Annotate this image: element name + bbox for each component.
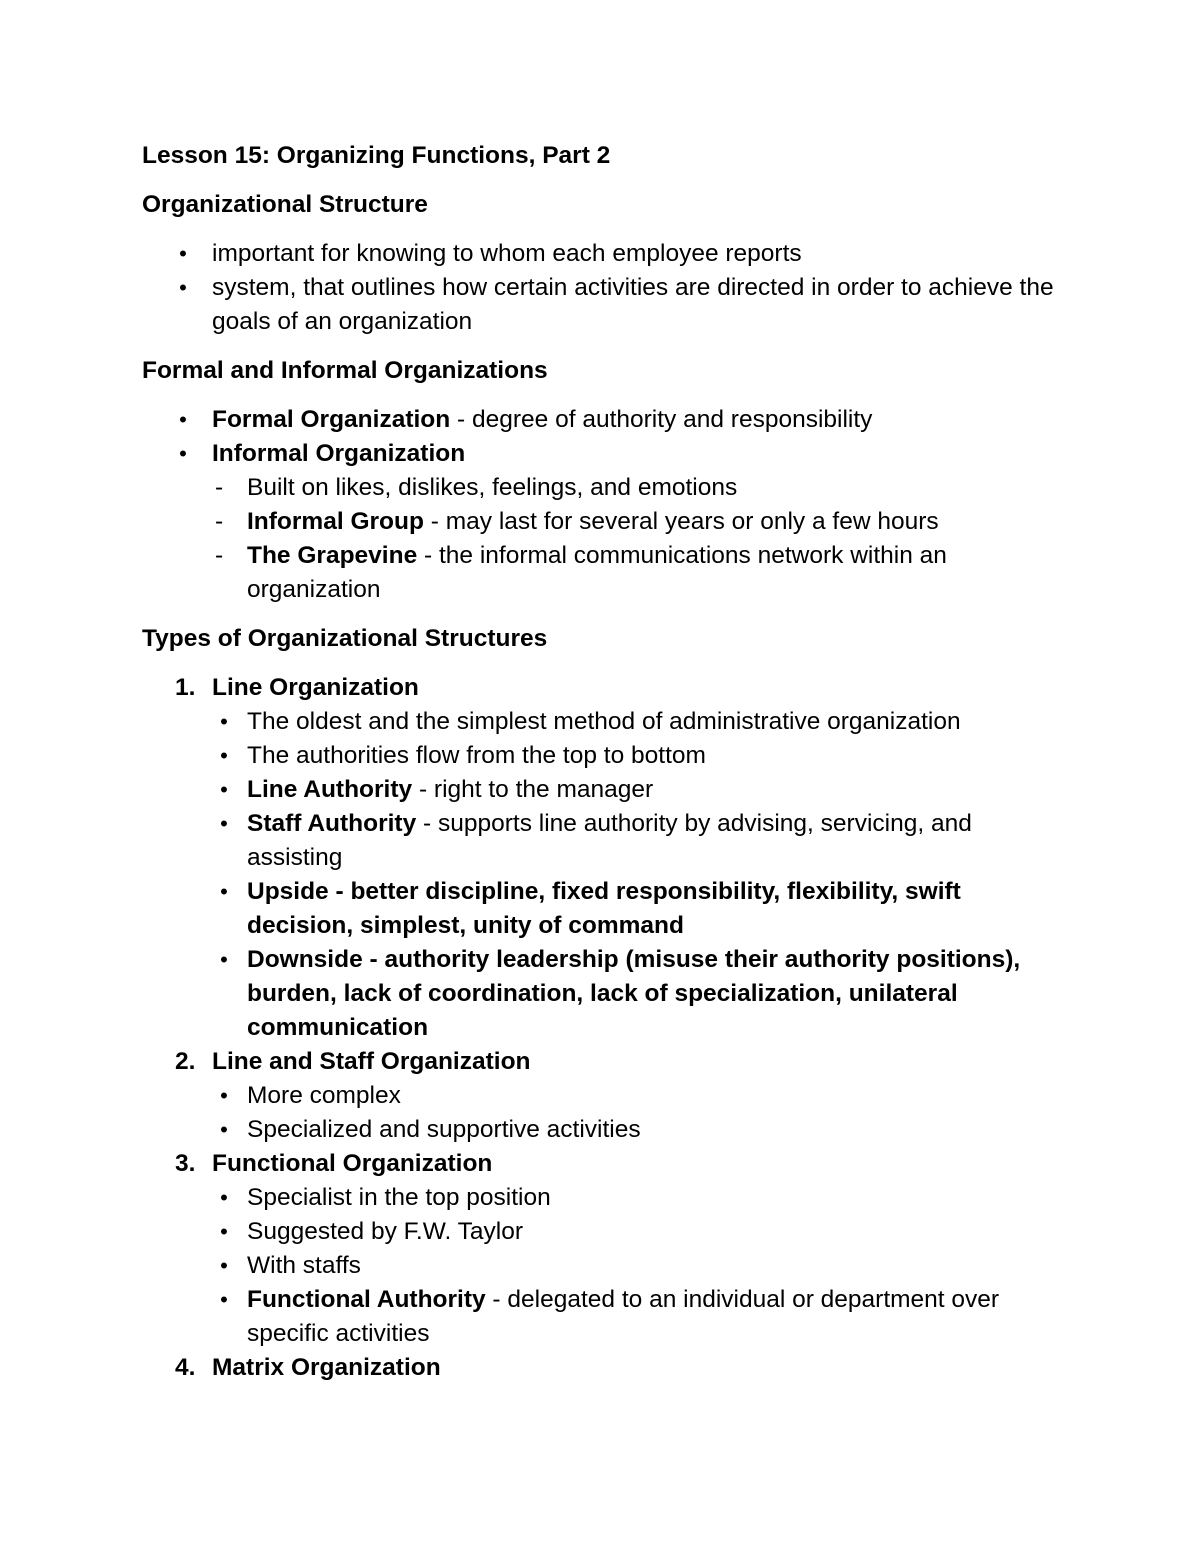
bullet-icon: • (179, 407, 187, 432)
bullet-icon: • (220, 1253, 228, 1278)
line-organization-points (212, 705, 1072, 1045)
organizational-structure-list (142, 237, 1072, 339)
list-item: • system, that outlines how certain activities are directed in order to achieve the goals of an organization (142, 271, 1072, 339)
list-item: • With staffs (212, 1249, 1072, 1283)
line-and-staff-points (212, 1079, 1072, 1147)
bullet-icon: • (220, 1219, 228, 1244)
types-list (142, 671, 1072, 1385)
list-item: • important for knowing to whom each employee reports (142, 237, 1072, 271)
bullet-icon: • (220, 743, 228, 768)
list-item: • Downside - authority leadership (misuse their authority positions), burden, lack of coordination, lack of specialization, unilateral communication (212, 943, 1072, 1045)
bullet-icon: • (179, 275, 187, 300)
bullet-icon: • (220, 811, 228, 836)
list-item: • More complex (212, 1079, 1072, 1113)
bullet-icon: • (220, 1185, 228, 1210)
type-item-functional-organization: 3. Functional Organization • Specialist in the top position • Suggested by F.W. Taylor • With staffs • Functional Authority - delegated to an individual or department over specific activities (142, 1147, 1072, 1351)
list-item: - The Grapevine - the informal communications network within an organization (212, 539, 1072, 607)
informal-organization-sublist (212, 471, 1072, 607)
list-item: • Functional Authority - delegated to an individual or department over specific activities (212, 1283, 1072, 1351)
document-content (142, 139, 1072, 1385)
section-heading-organizational-structure: Organizational Structure (142, 191, 428, 218)
section-heading-formal-informal: Formal and Informal Organizations (142, 357, 548, 384)
formal-informal-list (142, 403, 1072, 607)
bullet-icon: • (220, 709, 228, 734)
bullet-icon: • (220, 777, 228, 802)
bullet-icon: • (220, 1083, 228, 1108)
list-item: • The authorities flow from the top to bottom (212, 739, 1072, 773)
list-item: • Upside - better discipline, fixed responsibility, flexibility, swift decision, simplest, unity of command (212, 875, 1072, 943)
dash-marker: - (215, 542, 224, 569)
bullet-icon: • (179, 241, 187, 266)
list-item: • Staff Authority - supports line authority by advising, servicing, and assisting (212, 807, 1072, 875)
bullet-icon: • (179, 441, 187, 466)
list-item: - Informal Group - may last for several years or only a few hours (212, 505, 1072, 539)
list-item: - Built on likes, dislikes, feelings, and emotions (212, 471, 1072, 505)
type-item-matrix-organization: 4. Matrix Organization (175, 1354, 441, 1381)
bullet-icon: • (220, 879, 228, 904)
list-item: • Suggested by F.W. Taylor (212, 1215, 1072, 1249)
list-item-informal-organization: • Informal Organization - Built on likes, dislikes, feelings, and emotions - Informal Group - may last for several years or only a few hours - The Grapevine - the informal communications network within an organization (142, 437, 1072, 607)
bullet-icon: • (220, 1117, 228, 1142)
page-title: Lesson 15: Organizing Functions, Part 2 (142, 142, 611, 169)
list-item: • Specialist in the top position (212, 1181, 1072, 1215)
type-item-line-and-staff-organization: 2. Line and Staff Organization • More complex • Specialized and supportive activities (142, 1045, 1072, 1147)
dash-marker: - (215, 508, 224, 535)
dash-marker: - (215, 474, 224, 501)
list-item: • The oldest and the simplest method of administrative organization (212, 705, 1072, 739)
bullet-icon: • (220, 1287, 228, 1312)
bullet-icon: • (220, 947, 228, 972)
list-item: • Specialized and supportive activities (212, 1113, 1072, 1147)
section-heading-types: Types of Organizational Structures (142, 625, 548, 652)
list-item: • Line Authority - right to the manager (212, 773, 1072, 807)
type-item-line-organization: 1. Line Organization • The oldest and the simplest method of administrative organization • The authorities flow from the top to bottom • Line Authority - right to the manager • Staff Authority - supports line authority by advising, servicing, and assisting • Upside - better discipline, fixed responsibility, flexibility, swift decision, simplest, unity of command • Downside - authority leadership (misuse their authority positions), burden, lack of coordination, lack of specialization, unilateral communication (142, 671, 1072, 1045)
functional-organization-points (212, 1181, 1072, 1351)
list-item-formal-organization: • Formal Organization - degree of authority and responsibility (142, 403, 1072, 437)
